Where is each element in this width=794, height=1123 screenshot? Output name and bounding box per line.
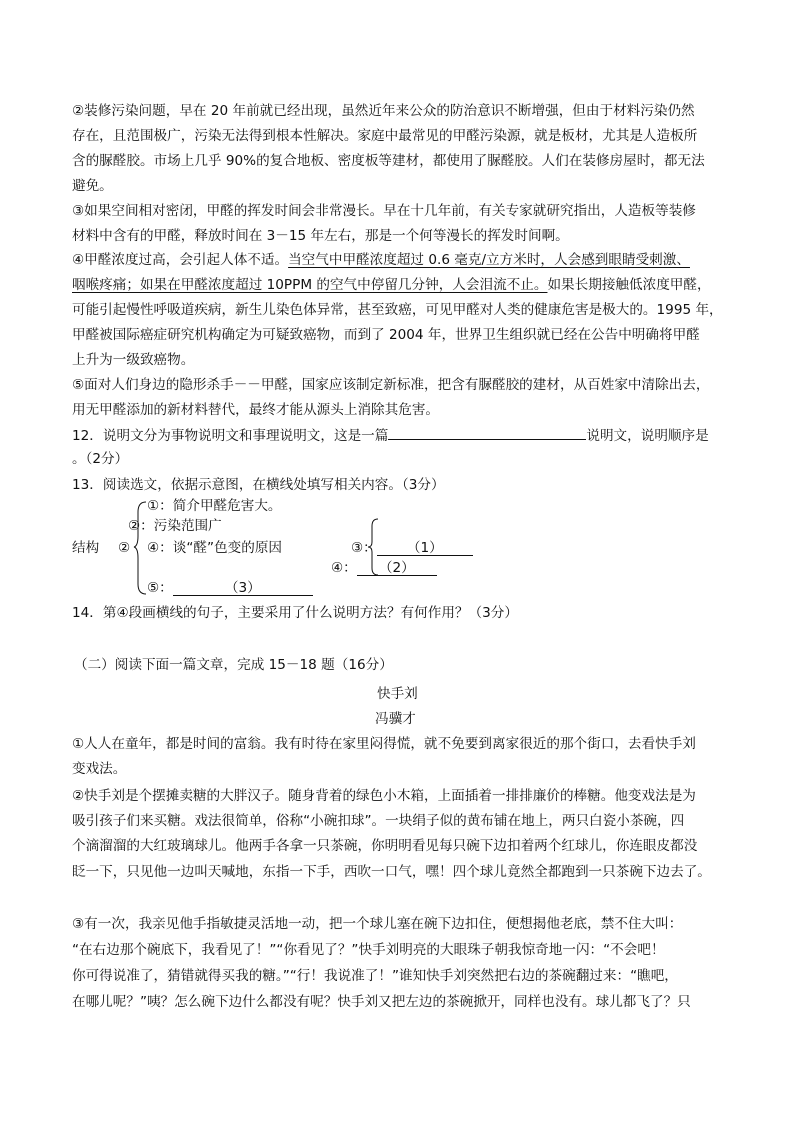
q12-answer-blank[interactable]: [388, 425, 586, 440]
q12-line-1: [72, 425, 709, 446]
blank-2-label: （2）: [378, 560, 415, 576]
diagram-item-2: ②：污染范围广: [128, 518, 222, 534]
p5-line-2: 用无甲醛添加的新材料替代，最终才能从源头上消除其危害。: [72, 402, 440, 418]
a-p2-line-2: 吸引孩子们来买糖。戏法很简单，俗称“小碗扣球”。一块绢子似的黄布铺在地上，两只白瓷小茶碗，四: [72, 813, 685, 829]
p4-underlined-sentence-cont: 咽喉疼痛；如果在甲醛浓度超过 10PPM 的空气中停留几分钟，人会泪流不止。: [72, 277, 548, 293]
a-p3-line-3: 你可得说准了，猜错就得买我的糖。”“行！我说准了！”谁知快手刘突然把右边的茶碗翻过来：“瞧吧，: [72, 968, 678, 984]
a-p2-line-4: 眨一下，只见他一边叫天喊地，东指一下手，西吹一口气，嘿！四个球儿竟然全都跑到一只茶碗下边去了。: [72, 864, 711, 880]
p4-line-4: 甲醛被国际癌症研究机构确定为可疑致癌物，而到了 2004 年，世界卫生组织就已经在公告中明确将甲醛: [72, 327, 700, 343]
q12-line-2: 。（2分）: [72, 451, 129, 467]
a-p3-line-4: 在哪儿呢？”咦？怎么碗下边什么都没有呢？快手刘又把左边的茶碗掀开，同样也没有。球儿都飞了？只: [72, 994, 691, 1010]
blank-3-label: （3）: [224, 580, 261, 596]
p4-text-plain-2: 如果长期接触低浓度甲醛，: [547, 277, 711, 293]
p4-line-2: [72, 275, 711, 295]
article-title: 快手刘: [377, 686, 418, 702]
diagram-item-4: ④：谈“醛”色变的原因: [147, 540, 283, 556]
p5-line-1: ⑤面对人们身边的隐形杀手－－甲醛，国家应该制定新标准，把含有脲醛胶的建材，从百姓家中清除出去，: [72, 377, 710, 393]
diagram-blank-3[interactable]: [173, 581, 313, 596]
diagram-item-1: ①：简介甲醛危害大。: [147, 498, 282, 514]
q12-text-b: 说明文，说明顺序是: [586, 428, 709, 444]
item5-prefix: ⑤：: [147, 580, 173, 596]
a-p3-line-2: “在右边那个碗底下，我看见了！”“你看见了？”快手刘明亮的大眼珠子朝我惊奇地一闪：“不会吧！: [72, 942, 665, 958]
q12-text-a: 12．说明文分为事物说明文和事理说明文，这是一篇: [72, 428, 389, 444]
main-brace: [134, 500, 148, 596]
p2-line-4: 避免。: [72, 178, 113, 194]
diagram-sub-4: [331, 558, 437, 578]
p2-line-2: 存在，且范围极广，污染无法得到根本性解决。家庭中最常见的甲醛污染源，就是板材，尤其是人造板所: [72, 128, 698, 144]
p3-line-2: 材料中含有的甲醛，释放时间在 3－15 年左右，那是一个何等漫长的挥发时间啊。: [72, 228, 569, 244]
a-p1-line-1: ①人人在童年，都是时间的富翁。我有时待在家里闷得慌，就不免要到离家很近的那个街口，去看快手刘: [72, 736, 696, 752]
sub4-label: ④：: [331, 560, 357, 576]
article-author: 冯骥才: [375, 711, 416, 727]
p4-line-1: [72, 250, 690, 270]
a-p3-line-1: ③有一次，我亲见他手指敏捷灵活地一动，把一个球儿塞在碗下边扣住，便想揭他老底，禁不住大叫：: [72, 916, 683, 932]
diagram-blank-1[interactable]: [377, 541, 473, 556]
section2-heading: （二）阅读下面一篇文章，完成 15－18 题（16分）: [74, 657, 393, 673]
p3-line-1: ③如果空间相对密闭，甲醛的挥发时间会非常漫长。早在十几年前，有关专家就研究指出，人造板等装修: [72, 203, 696, 219]
p4-line-3: 可能引起慢性呼吸道疾病，新生儿染色体异常，甚至致癌，可见甲醛对人类的健康危害是极大的。1995 年，: [72, 302, 723, 318]
sub3-label: ③：: [351, 540, 377, 556]
p4-underlined-sentence: 当空气中甲醛浓度超过 0.6 毫克/立方米时，人会感到眼睛受刺激、: [288, 252, 690, 268]
diagram-label: 结构: [72, 540, 100, 556]
p4-text-plain: ④甲醛浓度过高，会引起人体不适。: [72, 252, 289, 268]
diagram-item-5: [147, 578, 313, 598]
p2-line-3: 含的脲醛胶。市场上几乎 90%的复合地板、密度板等建材，都使用了脲醛胶。人们在装修房屋时，都无法: [72, 153, 705, 169]
a-p1-line-2: 变戏法。: [72, 761, 127, 777]
p2-line-1: ②装修污染问题，早在 20 年前就已经出现，虽然近年来公众的防治意识不断增强，但由于材料污染仍然: [72, 103, 695, 119]
blank-1-label: （1）: [406, 540, 443, 556]
sub-brace: [368, 518, 380, 576]
q14-prompt: 14．第④段画横线的句子，主要采用了什么说明方法？有何作用？（3分）: [72, 605, 518, 621]
a-p2-line-3: 个滴溜溜的大红玻璃球儿。他两手各拿一只茶碗，你明明看见每只碗下边扣着两个红球儿，你连眼皮都没: [72, 838, 698, 854]
diagram-item-2b: ②: [118, 540, 131, 556]
q13-prompt: 13．阅读选文，依据示意图，在横线处填写相关内容。（3分）: [72, 477, 445, 493]
a-p2-line-1: ②快手刘是个摆摊卖糖的大胖汉子。随身背着的绿色小木箱，上面插着一排排廉价的棒糖。他变戏法是为: [72, 788, 696, 804]
p4-line-5: 上升为一级致癌物。: [72, 352, 195, 368]
